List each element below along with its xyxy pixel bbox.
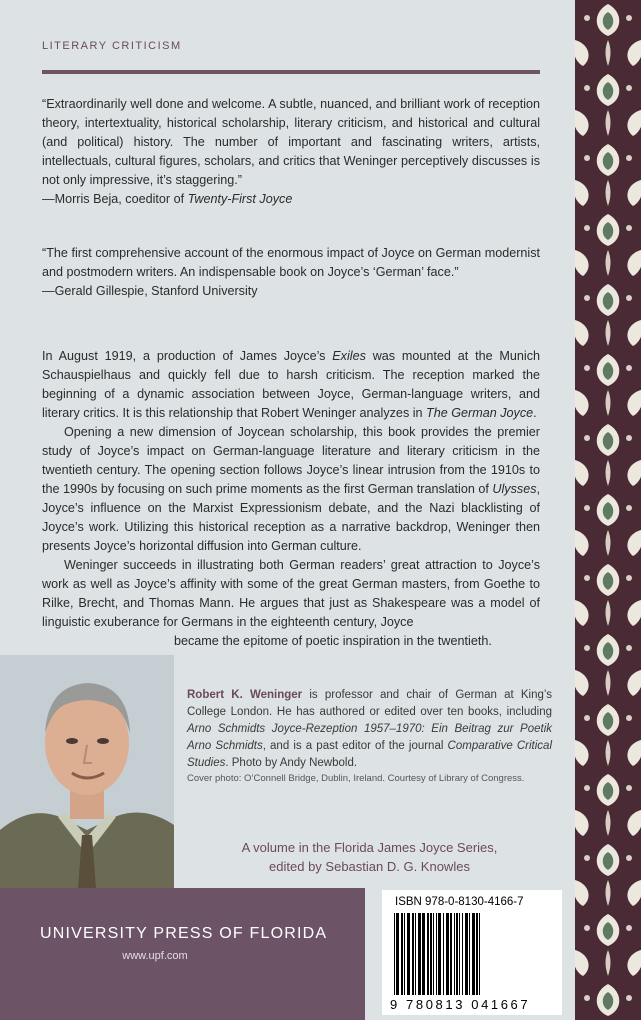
barcode-bar xyxy=(427,913,429,995)
review-quote-2 xyxy=(42,244,540,301)
category-label: LITERARY CRITICISM xyxy=(42,40,182,52)
author-bio-text: Robert K. Weninger is professor and chair of German at King’s College London. He has authored or edited over ten books, including Arno Schmidts Joyce-Rezeption 1957–1970: Ein Beitrag zur Poetik Arno Schmidts, and is a past editor of the journal Comparative Critical Studies. Photo by Andy Newbold. xyxy=(187,689,553,769)
barcode-bar xyxy=(476,913,478,995)
description-paragraph-3-end: became the epitome of poetic inspiration in the twentieth. xyxy=(174,634,492,648)
barcode-bar xyxy=(418,913,421,995)
description-paragraph-2: Opening a new dimension of Joycean scholarship, this book provides the premier study of Joyce’s impact on German-language literature and literary criticism in the twentieth century. The opening section follows Joyce’s linear intrusion from the 1910s to the 1990s by focusing on such prime moments as the first German translation of Ulysses, Joyce’s influence on the Marxist Expressionism debate, and the Nazi blacklisting of Joyce’s work. Utilizing this historical reception as a narrative backdrop, Weninger then presents Joyce’s horizontal diffusion into German culture. xyxy=(42,425,540,553)
author-bio xyxy=(187,687,552,772)
barcode-bar xyxy=(422,913,425,995)
review-quote-1 xyxy=(42,95,540,209)
barcode-bar xyxy=(412,913,414,995)
barcode-bar xyxy=(415,913,416,995)
quote-attribution: —Gerald Gillespie, Stanford University xyxy=(42,284,258,298)
book-description xyxy=(42,347,540,651)
barcode-bar xyxy=(456,913,458,995)
publisher-name: UNIVERSITY PRESS OF FLORIDA xyxy=(40,925,328,942)
barcode-bar xyxy=(450,913,452,995)
barcode-bar xyxy=(469,913,470,995)
series-note: A volume in the Florida James Joyce Series, edited by Sebastian D. G. Knowles xyxy=(241,840,498,874)
quote-text: “The first comprehensive account of the enormous impact of Joyce on German modernist and postmodern writers. An indispensable book on Joyce’s ‘German’ face.” xyxy=(42,246,540,279)
barcode-bar xyxy=(396,913,399,995)
description-paragraph-1: In August 1919, a production of James Joyce’s Exiles was mounted at the Munich Schauspielhaus and quickly fell due to harsh criticism. The reception marked the beginning of a dynamic association between Joyce, German-language writers, and literary critics. It is this relationship that Robert Weninger analyzes in The German Joyce. xyxy=(42,349,540,420)
publisher-url: www.upf.com xyxy=(122,950,188,962)
cover-photo-credit: Cover photo: O’Connell Bridge, Dublin, Ireland. Courtesy of Library of Congress. xyxy=(187,773,525,784)
barcode-bar xyxy=(459,913,460,995)
barcode-bar xyxy=(433,913,434,995)
barcode xyxy=(392,913,552,995)
barcode-bar xyxy=(394,913,395,995)
isbn-label: ISBN 978-0-8130-4166-7 xyxy=(395,896,524,908)
quote-attribution: —Morris Beja, coeditor of Twenty-First Joyce xyxy=(42,192,293,206)
barcode-bar xyxy=(404,913,405,995)
quote-text: “Extraordinarily well done and welcome. A subtle, nuanced, and brilliant work of reception theory, intertextuality, historical scholarship, literary criticism, and historical and cultural (and political) history. The number of important and fascinating writers, artists, intellectuals, cultural figures, scholars, and critics that Weninger perceptively discusses is not only impressive, it’s staggering.” xyxy=(42,97,540,187)
barcode-bar xyxy=(438,913,441,995)
barcode-bar xyxy=(430,913,432,995)
description-paragraph-3: Weninger succeeds in illustrating both German readers’ great attraction to Joyce’s work as well as Joyce’s affinity with some of the great German masters, from Goethe to Rilke, Brecht, and Thomas Mann. He argues that just as Shakespeare was a model of linguistic exuberance for Germans in the eighteenth century, Joyce xyxy=(42,558,540,629)
barcode-bar xyxy=(407,913,410,995)
barcode-bar xyxy=(472,913,475,995)
barcode-bar xyxy=(436,913,437,995)
decorative-pattern-strip xyxy=(575,0,641,1020)
author-photo xyxy=(0,655,174,888)
barcode-bar xyxy=(454,913,455,995)
divider-rule xyxy=(42,70,540,74)
barcode-bar xyxy=(401,913,403,995)
barcode-bar xyxy=(479,913,480,995)
barcode-bar xyxy=(443,913,444,995)
barcode-bar xyxy=(462,913,463,995)
barcode-bar xyxy=(446,913,449,995)
barcode-bar xyxy=(465,913,468,995)
ean-digits: 9 780813 041667 xyxy=(390,997,531,1012)
